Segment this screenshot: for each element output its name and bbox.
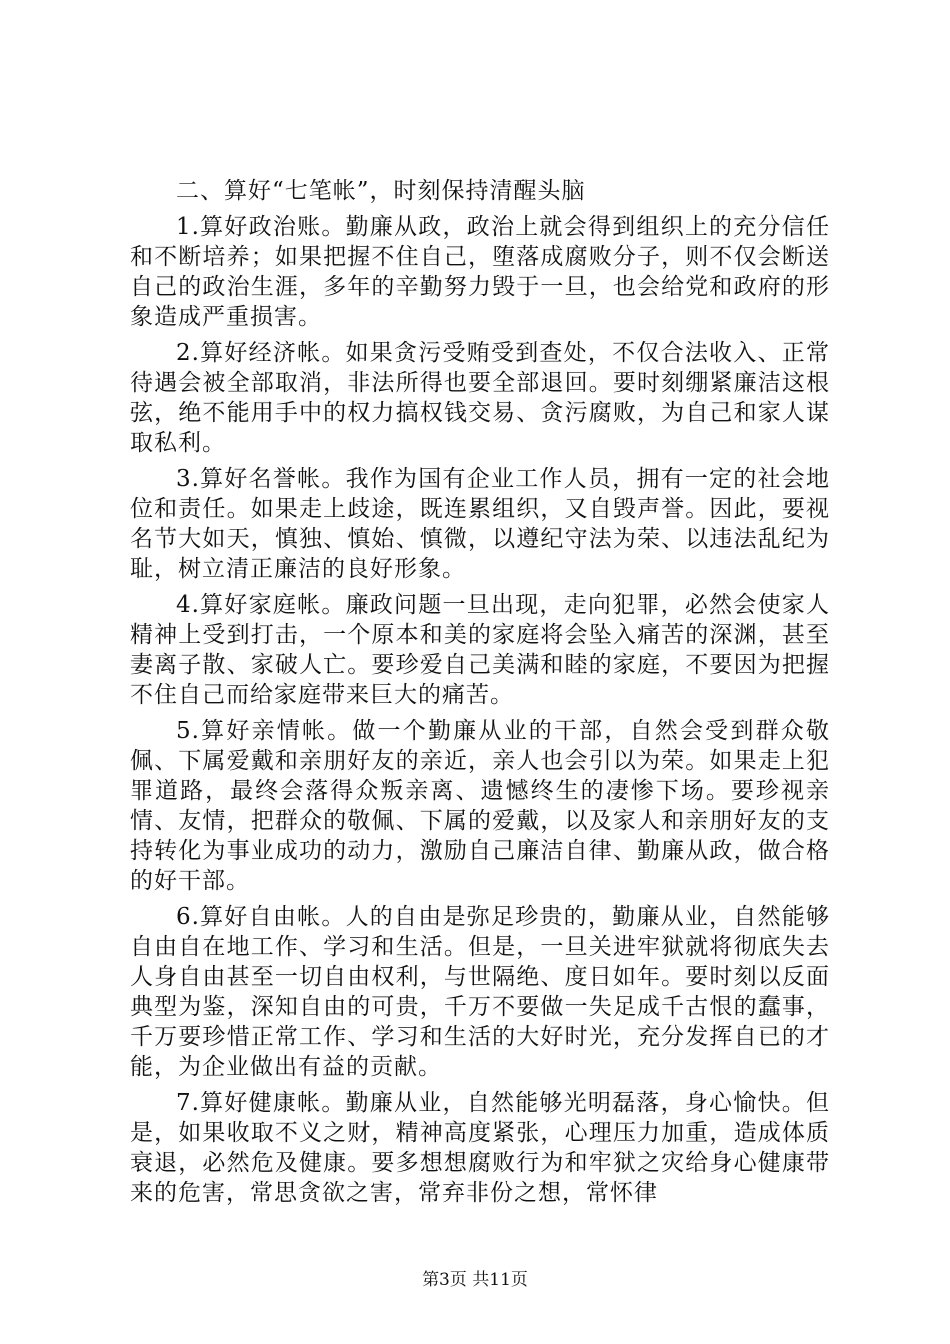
paragraph-political: 1.算好政治账。勤廉从政，政治上就会得到组织上的充分信任和不断培养；如果把握不住自己，堕落成腐败分子，则不仅会断送自己的政治生涯，多年的辛勤努力毁于一旦，也会给党和政府的形象造成严重损害。 (130, 214, 830, 330)
paragraph-kinship: 5.算好亲情帐。做一个勤廉从业的干部，自然会受到群众敬佩、下属爱戴和亲朋好友的亲近，亲人也会引以为荣。如果走上犯罪道路，最终会落得众叛亲离、遗憾终生的凄惨下场。要珍视亲情、友情，把群众的敬佩、下属的爱戴，以及家人和亲朋好友的支持转化为事业成功的动力，激励自己廉洁自律、勤廉从政，做合格的好干部。 (130, 718, 830, 894)
paragraph-health: 7.算好健康帐。勤廉从业，自然能够光明磊落，身心愉快。但是，如果收取不义之财，精神高度紧张，心理压力加重，造成体质衰退，必然危及健康。要多想想腐败行为和牢狱之灾给身心健康带来的危害，常思贪欲之害，常弃非份之想，常怀律 (130, 1090, 830, 1206)
document-body (130, 164, 830, 1208)
paragraph-family: 4.算好家庭帐。廉政问题一旦出现，走向犯罪，必然会使家人精神上受到打击，一个原本和美的家庭将会坠入痛苦的深渊，甚至妻离子散、家破人亡。要珍爱自己美满和睦的家庭，不要因为把握不住自己而给家庭带来巨大的痛苦。 (130, 592, 830, 708)
paragraph-reputation: 3.算好名誉帐。我作为国有企业工作人员，拥有一定的社会地位和责任。如果走上歧途，既连累组织，又自毁声誉。因此，要视名节大如天，慎独、慎始、慎微，以遵纪守法为荣、以违法乱纪为耻，树立清正廉洁的良好形象。 (130, 466, 830, 582)
page-number-footer: 第3页 共11页 (422, 1270, 528, 1290)
paragraph-freedom: 6.算好自由帐。人的自由是弥足珍贵的，勤廉从业，自然能够自由自在地工作、学习和生活。但是，一旦关进牢狱就将彻底失去人身自由甚至一切自由权利，与世隔绝、度日如年。要时刻以反面典型为鉴，深知自由的可贵，千万不要做一失足成千古恨的蠢事，千万要珍惜正常工作、学习和生活的大好时光，充分发挥自已的才能，为企业做出有益的贡献。 (130, 904, 830, 1080)
section-heading: 二、算好“七笔帐”，时刻保持清醒头脑 (176, 178, 586, 204)
paragraph-economic: 2.算好经济帐。如果贪污受贿受到查处，不仅合法收入、正常待遇会被全部取消，非法所得也要全部退回。要时刻绷紧廉洁这根弦，绝不能用手中的权力搞权钱交易、贪污腐败，为自己和家人谋取私利。 (130, 340, 830, 456)
